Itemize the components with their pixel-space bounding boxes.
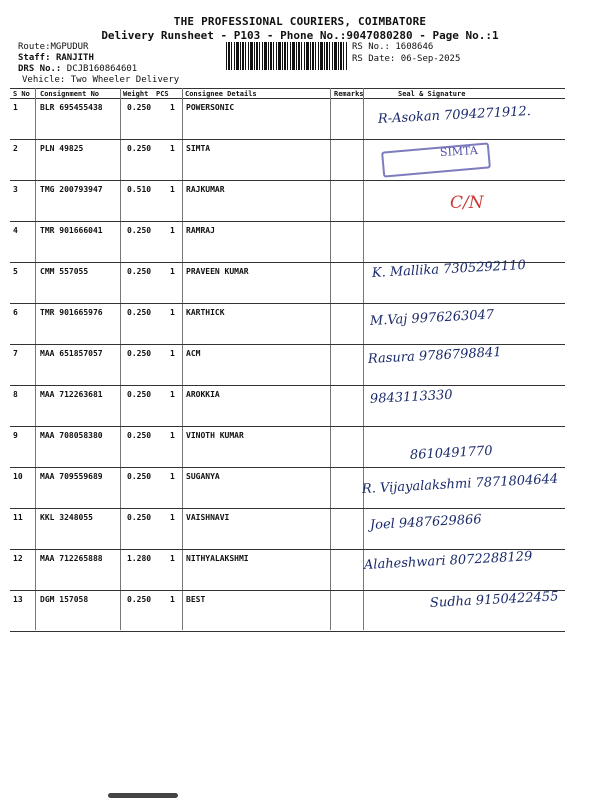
handwritten-signature: R. Vijayalakshmi 7871804644 [361, 471, 559, 497]
table-top-border [10, 88, 565, 89]
handwritten-signature: Rasura 9786798841 [367, 345, 502, 367]
cell-pcs: 1 [170, 390, 175, 399]
vehicle-label: Vehicle: [22, 75, 66, 85]
header-sno: S No [13, 90, 30, 98]
row-divider [10, 221, 565, 222]
rs-no-value: 1608646 [395, 42, 434, 52]
cell-weight: 0.250 [127, 144, 152, 153]
row-divider [10, 631, 565, 632]
row-divider [10, 426, 565, 427]
cell-consignee: RAJKUMAR [186, 185, 225, 194]
row-divider [10, 385, 565, 386]
cell-pcs: 1 [170, 308, 175, 317]
header-weight: Weight [123, 90, 149, 98]
handwritten-signature: R-Asokan 7094271912. [377, 104, 532, 127]
cell-weight: 0.250 [127, 349, 152, 358]
cell-sno: 7 [13, 349, 18, 358]
row-divider [10, 180, 565, 181]
handwritten-signature: K. Mallika 7305292110 [371, 257, 527, 281]
cell-consignee: SIMTA [186, 144, 211, 153]
cell-weight: 0.250 [127, 103, 152, 112]
handwritten-signature: Alaheshwari 8072288129 [363, 549, 533, 573]
cell-consignee: VAISHNAVI [186, 513, 230, 522]
cell-pcs: 1 [170, 513, 175, 522]
cell-sno: 11 [13, 513, 23, 522]
cell-sno: 4 [13, 226, 18, 235]
cell-consignee: KARTHICK [186, 308, 225, 317]
handwritten-signature: M.Vaj 9976263047 [369, 307, 495, 329]
cell-sno: 3 [13, 185, 18, 194]
cell-consignment-no: TMR 901666041 [40, 226, 103, 235]
cell-sno: 9 [13, 431, 18, 440]
cell-weight: 0.250 [127, 390, 152, 399]
cell-pcs: 1 [170, 103, 175, 112]
cell-consignment-no: TMR 901665976 [40, 308, 103, 317]
cell-weight: 0.250 [127, 226, 152, 235]
cell-consignee: NITHYALAKSHMI [186, 554, 249, 563]
cell-consignee: PRAVEEN KUMAR [186, 267, 249, 276]
cell-consignment-no: CMM 557055 [40, 267, 89, 276]
route-label: Route: [18, 42, 51, 52]
row-divider [10, 303, 565, 304]
cell-pcs: 1 [170, 472, 175, 481]
cell-pcs: 1 [170, 554, 175, 563]
cell-sno: 13 [13, 595, 23, 604]
vehicle-value: Two Wheeler Delivery [70, 75, 180, 85]
cell-consignment-no: KKL 3248055 [40, 513, 93, 522]
cell-consignment-no: TMG 200793947 [40, 185, 103, 194]
header-consignee: Consignee Details [185, 90, 257, 98]
cell-pcs: 1 [170, 595, 175, 604]
rs-date-value: 06-Sep-2025 [400, 54, 461, 64]
cell-weight: 0.250 [127, 472, 152, 481]
rs-no-line [352, 42, 433, 52]
cell-weight: 0.250 [127, 431, 152, 440]
drs-line [18, 64, 137, 74]
cell-sno: 6 [13, 308, 18, 317]
cell-consignment-no: MAA 651857057 [40, 349, 103, 358]
cell-weight: 0.250 [127, 308, 152, 317]
cell-sno: 10 [13, 472, 23, 481]
row-divider [10, 139, 565, 140]
cell-consignee: BEST [186, 595, 206, 604]
header-remarks: Remarks [334, 90, 364, 98]
runsheet-table [10, 88, 565, 630]
row-divider [10, 508, 565, 509]
header-consignment: Consignment No [40, 90, 100, 98]
cell-pcs: 1 [170, 349, 175, 358]
handwritten-signature: 9843113330 [369, 387, 453, 407]
rs-date-line [352, 54, 460, 64]
cell-consignment-no: MAA 712263681 [40, 390, 103, 399]
cell-consignment-no: MAA 708058380 [40, 431, 103, 440]
cell-weight: 0.250 [127, 513, 152, 522]
document-title: THE PROFESSIONAL COURIERS, COIMBATORE [173, 15, 427, 28]
cell-sno: 2 [13, 144, 18, 153]
cell-consignee: SUGANYA [186, 472, 220, 481]
cell-consignee: POWERSONIC [186, 103, 235, 112]
cell-consignment-no: BLR 695455438 [40, 103, 103, 112]
cell-pcs: 1 [170, 267, 175, 276]
header-pcs: PCS [156, 90, 169, 98]
drs-value: DCJB160864601 [66, 64, 138, 74]
cell-sno: 12 [13, 554, 23, 563]
staff-line [18, 53, 94, 63]
barcode [226, 42, 348, 70]
staff-label: Staff: [18, 53, 51, 63]
cell-pcs: 1 [170, 185, 175, 194]
cell-weight: 0.510 [127, 185, 152, 194]
cn-mark: C/N [450, 193, 484, 213]
handwritten-signature: SIMTA [439, 144, 479, 159]
cell-consignee: ACM [186, 349, 201, 358]
cell-pcs: 1 [170, 226, 175, 235]
handwritten-signature: Joel 9487629866 [369, 512, 482, 533]
cell-consignment-no: DGM 157058 [40, 595, 89, 604]
vehicle-line [22, 75, 179, 85]
cell-consignee: RAMRAJ [186, 226, 215, 235]
cell-consignment-no: PLN 49825 [40, 144, 84, 153]
row-divider [10, 467, 565, 468]
header-seal-signature: Seal & Signature [398, 90, 466, 98]
staff-value: RANJITH [55, 53, 94, 63]
document-subtitle: Delivery Runsheet - P103 - Phone No.:9047080280 - Page No.:1 [101, 29, 499, 42]
cell-consignee: VINOTH KUMAR [186, 431, 244, 440]
handwritten-signature: 8610491770 [409, 443, 493, 463]
row-divider [10, 590, 565, 591]
route-value: MGPUDUR [50, 42, 89, 52]
row-divider [10, 549, 565, 550]
scan-smudge [108, 793, 178, 798]
cell-consignment-no: MAA 712265888 [40, 554, 103, 563]
route-line [18, 42, 88, 52]
handwritten-signature: Sudha 9150422455 [429, 589, 559, 611]
rs-no-label: RS No.: [352, 42, 390, 52]
cell-pcs: 1 [170, 431, 175, 440]
row-divider [10, 344, 565, 345]
cell-sno: 1 [13, 103, 18, 112]
cell-weight: 0.250 [127, 267, 152, 276]
rs-date-label: RS Date: [352, 54, 396, 64]
cell-consignee: AROKKIA [186, 390, 220, 399]
cell-pcs: 1 [170, 144, 175, 153]
cell-weight: 0.250 [127, 595, 152, 604]
cell-sno: 5 [13, 267, 18, 276]
cell-consignment-no: MAA 709559689 [40, 472, 103, 481]
drs-label: DRS No.: [18, 64, 62, 74]
table-header-border [10, 98, 565, 99]
cell-weight: 1.280 [127, 554, 152, 563]
cell-sno: 8 [13, 390, 18, 399]
